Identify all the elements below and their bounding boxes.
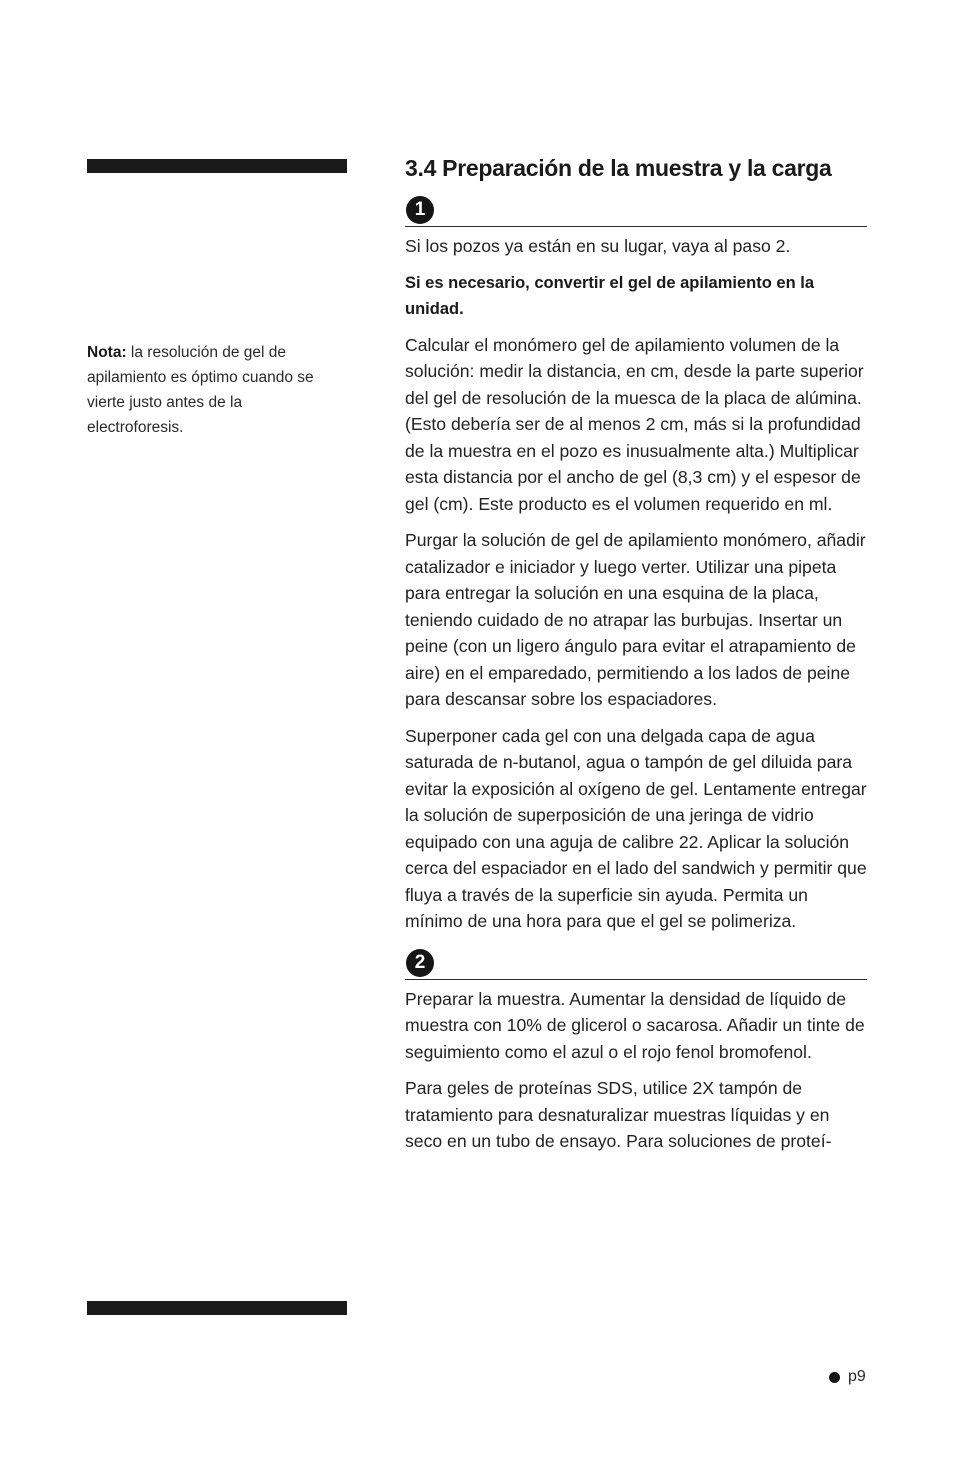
- main-column: [405, 152, 867, 1155]
- side-note-label: Nota:: [87, 344, 127, 361]
- bullet-icon: [829, 1372, 840, 1383]
- step-1-badge: 1: [406, 196, 434, 224]
- step-1-header: [405, 196, 867, 227]
- step-1-paragraph: Superponer cada gel con una delgada capa de agua saturada de n-butanol, agua o tampón de gel diluida para evitar la exposición al oxígeno de gel. Lentamente entregar la solución de superposición de una jeringa de vidrio equipado con una aguja de calibre 22. Aplicar la solución cerca del espaciador en el lado del sandwich y permitir que fluya a través de la superficie sin ayuda. Permita un mínimo de una hora para que el gel se polimeriza.: [405, 725, 867, 931]
- section-title: 3.4 Preparación de la muestra y la carga: [405, 155, 832, 181]
- step-1-paragraph: Calcular el monómero gel de apilamiento volumen de la solución: medir la distancia, en cm, desde la parte superior del gel de resolución de la muesca de la placa de alúmina. (Esto debería ser de al menos 2 cm, más si la profundidad de la muestra en el pozo es inusualmente alta.) Multiplicar esta distancia por el ancho de gel (8,3 cm) y el espesor de gel (cm). Este producto es el volumen requerido en ml.: [405, 334, 864, 514]
- top-decorative-bar: [87, 159, 347, 173]
- step-2-paragraph: Para geles de proteínas SDS, utilice 2X tampón de tratamiento para desnaturalizar muestras líquidas y en seco en un tubo de ensayo. Para soluciones de proteí-: [405, 1078, 832, 1151]
- page-number: [829, 1366, 866, 1388]
- step-1-paragraph: Purgar la solución de gel de apilamiento monómero, añadir catalizador e iniciador y luego verter. Utilizar una pipeta para entregar la solución en una esquina de la placa, teniendo cuidado de no atrapar las burbujas. Insertar un peine (con un ligero ángulo para evitar el atrapamiento de aire) en el emparedado, permitiendo a los lados de peine para descansar sobre los espaciadores.: [405, 530, 866, 709]
- bottom-decorative-bar: [87, 1301, 347, 1315]
- step-2-paragraph: Preparar la muestra. Aumentar la densidad de líquido de muestra con 10% de glicerol o sacarosa. Añadir un tinte de seguimiento como el azul o el rojo fenol bromofenol.: [405, 988, 865, 1062]
- side-note: [87, 340, 337, 440]
- step-2-badge: 2: [406, 949, 434, 977]
- step-1-instruction: Si es necesario, convertir el gel de apilamiento en la unidad.: [405, 273, 814, 318]
- step-1-paragraph: Si los pozos ya están en su lugar, vaya al paso 2.: [405, 236, 791, 256]
- side-note-text: la resolución de gel de apilamiento es óptimo cuando se vierte justo antes de la electroforesis.: [87, 344, 314, 436]
- page-number-text: p9: [848, 1368, 866, 1385]
- step-2-header: [405, 949, 867, 980]
